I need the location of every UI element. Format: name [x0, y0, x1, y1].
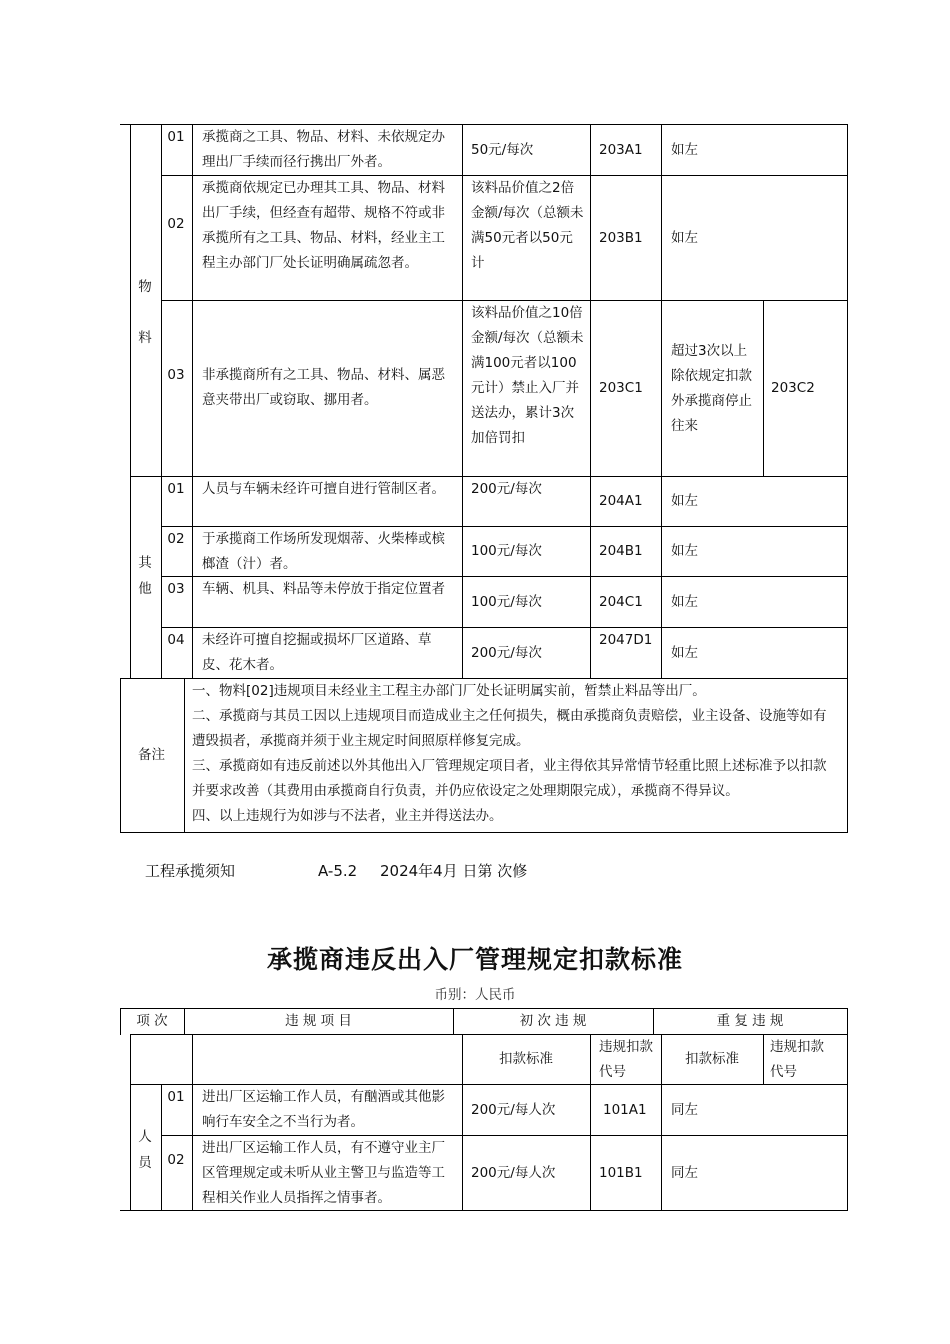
row-description: 人员与车辆未经许可擅自进行管制区者。 — [202, 481, 445, 497]
doc-name: 工程承揽须知 — [145, 862, 236, 880]
remark-item: 三、承揽商如有违反前述以外其他出入厂管理规定项目者，业主得依其异常情节轻重比照上述标准予以扣款并要求改善（其费用由承揽商自行负责，并仍应依设定之处理期限完成），承揽商不得异议。 — [192, 758, 827, 799]
repeat-deduction-standard: 如左 — [671, 543, 698, 559]
repeat-deduction-standard: 超过3次以上除依规定扣款外承揽商停止往来 — [671, 343, 752, 434]
row-description: 于承揽商工作场所发现烟蒂、火柴棒或槟榔渣（汁）者。 — [202, 531, 445, 572]
first-violation-code: 203B1 — [599, 230, 643, 246]
repeat-deduction-standard: 如左 — [671, 230, 698, 246]
row-index: 03 — [167, 581, 185, 597]
first-deduction-standard: 200元/每人次 — [471, 1165, 556, 1181]
header-violation-item: 违 规 项 目 — [285, 1013, 352, 1029]
subheader-violation-code-repeat: 违规扣款代号 — [770, 1039, 824, 1080]
first-deduction-standard: 100元/每次 — [471, 543, 542, 559]
first-deduction-standard: 200元/每次 — [471, 645, 542, 661]
subheader-deduction-standard-repeat: 扣款标准 — [685, 1051, 739, 1067]
first-violation-code: 101B1 — [599, 1165, 643, 1181]
subheader-violation-code: 违规扣款代号 — [599, 1039, 653, 1080]
remarks-label: 备注 — [138, 747, 165, 763]
header-first-violation: 初 次 违 规 — [519, 1013, 587, 1029]
first-deduction-standard: 200元/每人次 — [471, 1102, 556, 1118]
remarks-content — [192, 679, 832, 829]
first-violation-code: 2047D1 — [599, 632, 653, 648]
first-deduction-standard: 该料品价值之2倍金额/每次（总额未满50元者以50元计 — [471, 180, 584, 271]
remark-item: 二、承揽商与其员工因以上违规项目而造成业主之任何损失，概由承揽商负责赔偿，业主设备、设施等如有遭毁损者，承揽商并须于业主规定时间照原样修复完成。 — [192, 708, 827, 749]
category-materials: 物料 — [138, 279, 152, 346]
row-description: 未经许可擅自挖掘或损坏厂区道路、草皮、花木者。 — [202, 632, 432, 673]
row-description: 车辆、机具、料品等未停放于指定位置者 — [202, 581, 445, 597]
row-description: 进出厂区运输工作人员，有不遵守业主厂区管理规定或未听从业主警卫与监造等工程相关作业人员指挥之情事者。 — [202, 1140, 445, 1206]
subheader-deduction-standard: 扣款标准 — [499, 1051, 553, 1067]
category-personnel: 人员 — [138, 1129, 152, 1171]
header-repeat-violation: 重 复 违 规 — [716, 1013, 784, 1029]
row-index: 01 — [167, 129, 185, 145]
first-violation-code: 204A1 — [599, 493, 643, 509]
row-index: 02 — [167, 1152, 185, 1168]
first-deduction-standard: 100元/每次 — [471, 594, 542, 610]
first-deduction-standard: 该料品价值之10倍金额/每次（总额未满100元者以100元计）禁止入厂并送法办，累计3次加倍罚扣 — [471, 305, 584, 446]
row-index: 01 — [167, 481, 185, 497]
first-violation-code: 101A1 — [603, 1102, 647, 1118]
repeat-deduction-standard: 如左 — [671, 142, 698, 158]
row-index: 01 — [167, 1089, 185, 1105]
page-title: 承揽商违反出入厂管理规定扣款标准 — [266, 945, 683, 974]
row-description: 承揽商依规定已办理其工具、物品、材料出厂手续，但经查有超带、规格不符或非承揽所有之工具、物品、材料，经业主工程主办部门厂处长证明确属疏忽者。 — [202, 180, 445, 271]
row-index: 02 — [167, 216, 185, 232]
remark-item: 一、物料[02]违规项目未经业主工程主办部门厂处长证明属实前，暂禁止料品等出厂。 — [192, 683, 706, 699]
first-violation-code: 204B1 — [599, 543, 643, 559]
doc-code: A-5.2 — [318, 862, 358, 880]
repeat-deduction-standard: 同左 — [671, 1102, 698, 1118]
first-violation-code: 203C1 — [599, 380, 643, 396]
row-description: 承揽商之工具、物品、材料、未依规定办理出厂手续而径行携出厂外者。 — [202, 129, 445, 170]
repeat-deduction-standard: 如左 — [671, 594, 698, 610]
first-violation-code: 204C1 — [599, 594, 643, 610]
category-other: 其他 — [138, 555, 152, 597]
first-deduction-standard: 50元/每次 — [471, 142, 534, 158]
repeat-deduction-standard: 如左 — [671, 493, 698, 509]
repeat-violation-code: 203C2 — [771, 380, 815, 396]
remark-item: 四、以上违规行为如涉与不法者，业主并得送法办。 — [192, 808, 503, 824]
currency-label: 币别：人民币 — [434, 987, 516, 1003]
repeat-deduction-standard: 如左 — [671, 645, 698, 661]
row-description: 非承揽商所有之工具、物品、材料、属恶意夹带出厂或窃取、挪用者。 — [202, 367, 445, 408]
revision-date: 2024年4月 日第 次修 — [380, 862, 528, 880]
first-deduction-standard: 200元/每次 — [471, 481, 542, 497]
row-description: 进出厂区运输工作人员，有酗酒或其他影响行车安全之不当行为者。 — [202, 1089, 445, 1130]
first-violation-code: 203A1 — [599, 142, 643, 158]
row-index: 02 — [167, 531, 185, 547]
header-item-no: 项 次 — [136, 1013, 168, 1029]
row-index: 04 — [167, 632, 185, 648]
row-index: 03 — [167, 367, 185, 383]
repeat-deduction-standard: 同左 — [671, 1165, 698, 1181]
